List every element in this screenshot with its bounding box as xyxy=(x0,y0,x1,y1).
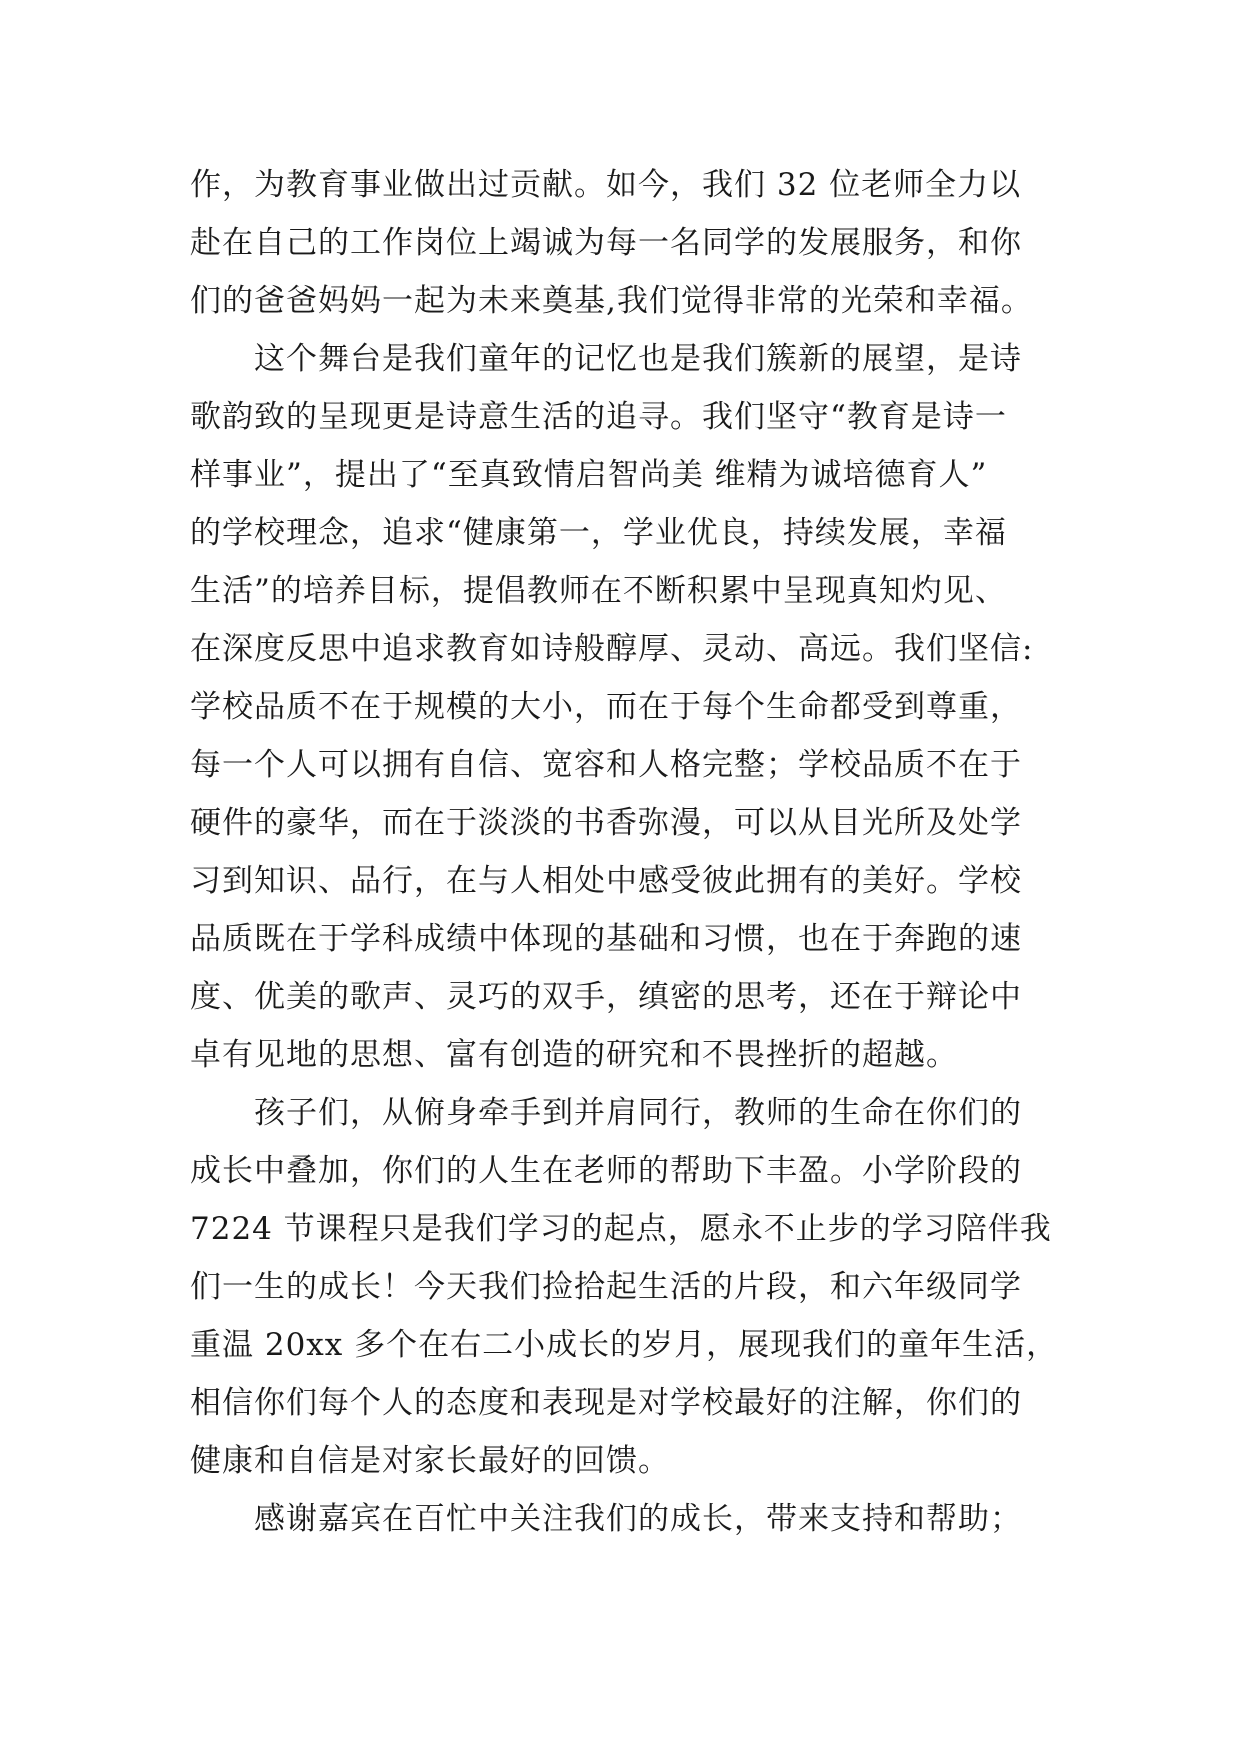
text-line: 成长中叠加，你们的人生在老师的帮助下丰盈。小学阶段的 xyxy=(190,1153,1022,1189)
text-line: 在深度反思中追求教育如诗般醇厚、灵动、高远。我们坚信: xyxy=(190,631,1034,667)
text-line: 每一个人可以拥有自信、宽容和人格完整；学校品质不在于 xyxy=(190,747,1022,783)
body-text xyxy=(190,156,1060,1548)
text-line: 习到知识、品行，在与人相处中感受彼此拥有的美好。学校 xyxy=(190,863,1022,899)
text-line: 样事业”，提出了“至真致情启智尚美 维精为诚培德育人” xyxy=(190,457,988,493)
text-line: 品质既在于学科成绩中体现的基础和习惯，也在于奔跑的速 xyxy=(190,921,1022,957)
text-line: 重温 20xx 多个在右二小成长的岁月，展现我们的童年生活， xyxy=(190,1327,1059,1363)
text-line: 这个舞台是我们童年的记忆也是我们簇新的展望，是诗 xyxy=(254,341,1022,377)
text-line: 们一生的成长！今天我们捡拾起生活的片段，和六年级同学 xyxy=(190,1269,1022,1305)
text-line: 们的爸爸妈妈一起为未来奠基,我们觉得非常的光荣和幸福。 xyxy=(190,283,1033,319)
text-line: 健康和自信是对家长最好的回馈。 xyxy=(190,1443,670,1479)
text-line: 感谢嘉宾在百忙中关注我们的成长，带来支持和帮助； xyxy=(254,1501,1022,1537)
text-line: 生活”的培养目标，提倡教师在不断积累中呈现真知灼见、 xyxy=(190,573,1007,609)
text-line: 学校品质不在于规模的大小，而在于每个生命都受到尊重， xyxy=(190,689,1022,725)
text-line: 作，为教育事业做出过贡献。如今，我们 32 位老师全力以 xyxy=(190,167,1022,203)
text-line: 硬件的豪华，而在于淡淡的书香弥漫，可以从目光所及处学 xyxy=(190,805,1022,841)
text-line: 7224 节课程只是我们学习的起点，愿永不止步的学习陪伴我 xyxy=(190,1211,1052,1247)
text-line: 歌韵致的呈现更是诗意生活的追寻。我们坚守“教育是诗一 xyxy=(190,399,1007,435)
text-line: 相信你们每个人的态度和表现是对学校最好的注解，你们的 xyxy=(190,1385,1022,1421)
text-line: 度、优美的歌声、灵巧的双手，缜密的思考，还在于辩论中 xyxy=(190,979,1022,1015)
text-line: 赴在自己的工作岗位上竭诚为每一名同学的发展服务，和你 xyxy=(190,225,1022,261)
text-line: 的学校理念，追求“健康第一，学业优良，持续发展，幸福 xyxy=(190,515,1007,551)
text-line: 卓有见地的思想、富有创造的研究和不畏挫折的超越。 xyxy=(190,1037,958,1073)
text-line: 孩子们，从俯身牵手到并肩同行，教师的生命在你们的 xyxy=(254,1095,1022,1131)
